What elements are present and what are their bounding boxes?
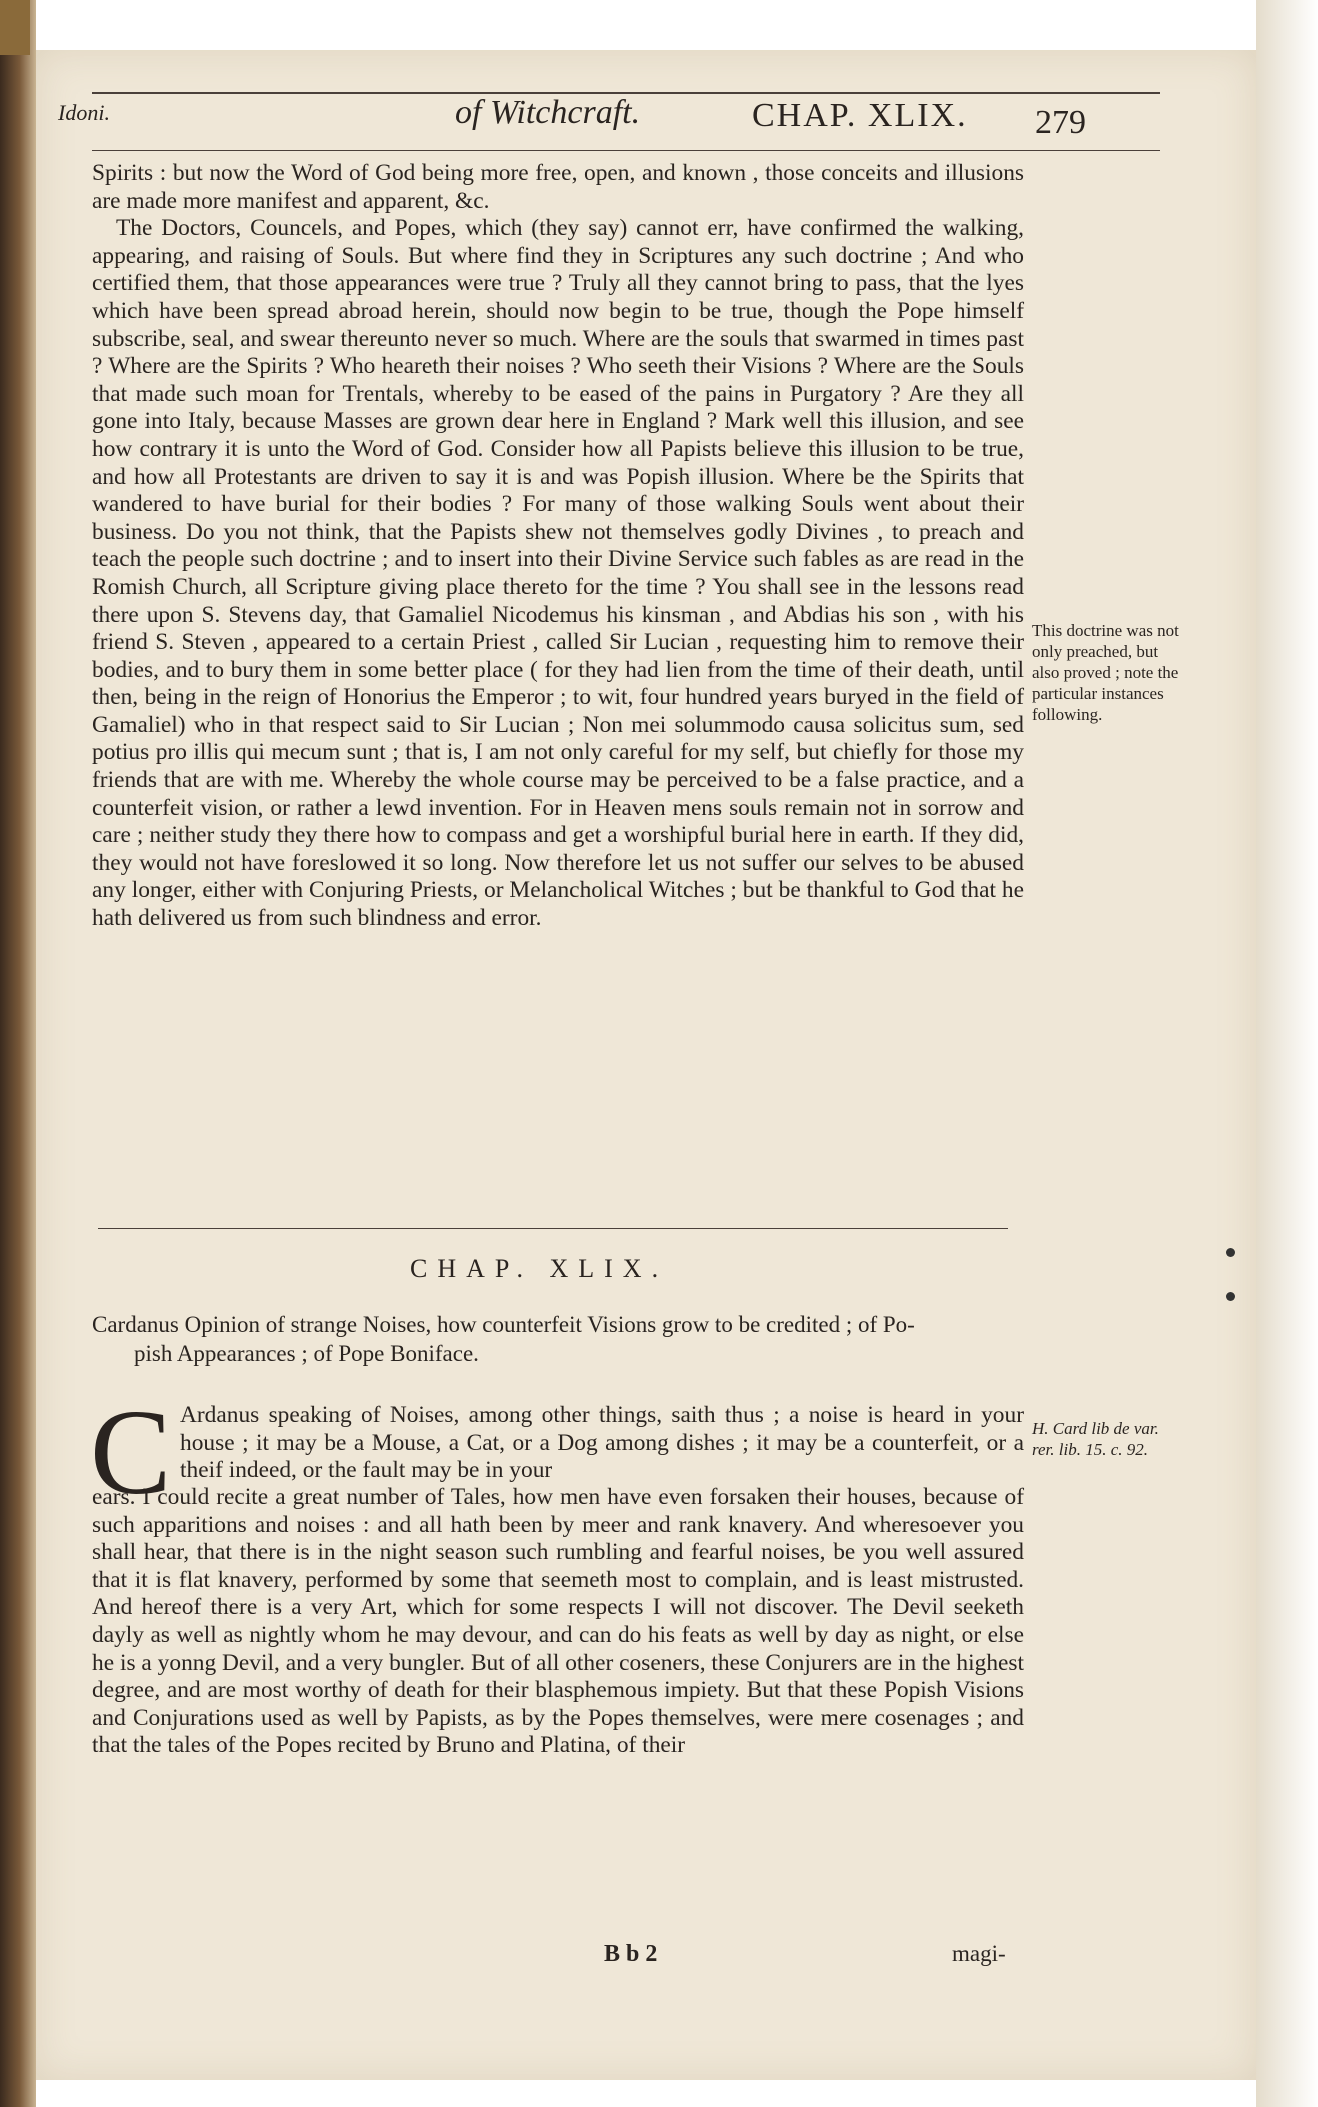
page-number: 279 (1035, 104, 1086, 141)
chapter-summary (92, 1310, 1032, 1368)
paragraph-1: Spirits : but now the Word of God being more free, open, and known , those conceits and illusions are made more manifest and apparent, &c. (92, 160, 1024, 214)
summary-line-1: Cardanus Opinion of strange Noises, how counterfeit Visions grow to be credited ; of Po- (92, 1312, 915, 1337)
header-rule-bottom (92, 150, 1160, 151)
main-text-section2: ears. I could recite a great number of Tales, how men have even forsaken their houses, because of such apparitions and noises : and all hath been by meer and rank knavery. And wheresoever you shall hear, that there is in the night season such rumbling and fearful noises, be you well assured that it is flat knavery, performed by some that seemeth most to complain, and is least mistrusted. And hereof there is a very Art, which for some respects I will not discover. The Devil seeketh dayly as well as nightly whom he may devour, and can do his feats as well by day as night, or else he is a yonng Devil, and a very bungler. But of all other coseners, these Conjurers are in the highest degree, and are most worthy of death for their blasphemous impiety. But that these Popish Visions and Conjurations used as well by Papists, as by the Popes themselves, were mere cosenages ; and that the tales of the Popes recited by Bruno and Platina, of their (92, 1484, 1024, 1759)
main-text-section1 (92, 160, 1024, 933)
speck-mark (1226, 1292, 1235, 1301)
drop-capital: C (90, 1385, 172, 1520)
text-beside-dropcap: Ardanus speaking of Noises, among other things, saith thus ; a noise is heard in your house ; it may be a Mouse, a Cat, or a Dog among dishes ; it may be a counterfeit, or a theif indeed, or the fault may be in your (180, 1402, 1024, 1484)
signature-mark: B b 2 (604, 1941, 658, 1967)
running-chapter: CHAP. XLIX. (752, 97, 968, 134)
marginal-note-1: This doctrine was not only preached, but also proved ; note the particular instances following. (1032, 621, 1179, 724)
book-spine (0, 0, 36, 2107)
section-divider (98, 1228, 1008, 1229)
spine-cap (0, 0, 30, 55)
catchword: magi- (952, 1941, 1006, 1966)
chapter-heading: CHAP. XLIX. (410, 1254, 669, 1283)
paragraph-2: The Doctors, Councels, and Popes, which (they say) cannot err, have confirmed the walking, appearing, and raising of Souls. But where find they in Scriptures any such doctrine ; And who certified them, that those appearances were true ? Truly all they cannot bring to pass, that the lyes which have been spread abroad herein, should now begin to be true, though the Pope himself subscribe, seal, and swear thereunto never so much. Where are the souls that swarmed in times past ? Where are the Spirits ? Who heareth their noises ? Who seeth their Visions ? Where are the Souls that made such moan for Trentals, whereby to be eased of the pains in Purgatory ? Are they all gone into Italy, because Masses are grown dear here in England ? Mark well this illusion, and see how contrary it is unto the Word of God. Consider how all Papists believe this illusion to be true, and how all Protestants are driven to say it is and was Popish illusion. Where be the Spirits that wandered to have burial for their bodies ? For many of those walking Souls went about their business. Do you not think, that the Papists shew not themselves godly Divines , to preach and teach the people such doctrine ; and to insert into their Divine Service such fables as are read in the Romish Church, all Scripture giving place thereto for the time ? You shall see in the lessons read there upon S. Stevens day, that Gamaliel Nicodemus his kinsman , and Abdias his son , with his friend S. Steven , appeared to a certain Priest , called Sir Lucian , requesting him to remove their bodies, and to bury them in some better place ( for they had lien from the time of their death, until then, being in the reign of Honorius the Emperor ; to wit, four hundred years buryed in the field of Gamaliel) who in that respect said to Sir Lucian ; Non mei solummodo causa solicitus sum, sed potius pro illis qui mecum sunt ; that is, I am not only careful for my self, but chiefly for those my friends that are with me. Whereby the whole course may be perceived to be a false practice, and a counterfeit vision, or rather a lewd invention. For in Heaven mens souls remain not in sorrow and care ; neither study they there how to compass and get a worshipful burial here in earth. If they did, they would not have foreslowed it so long. Now therefore let us not suffer our selves to be abused any longer, either with Conjuring Priests, or Melancholical Witches ; but be thankful to God that he hath delivered us from such blindness and error. (92, 215, 1024, 932)
running-head-left: Idoni. (58, 100, 110, 125)
summary-line-2: pish Appearances ; of Pope Boniface. (134, 1341, 479, 1366)
speck-mark (1226, 1248, 1235, 1257)
page-edge (1256, 0, 1318, 2107)
running-title: of Witchcraft. (455, 94, 641, 131)
marginal-note-2: H. Card lib de var. rer. lib. 15. c. 92. (1032, 1419, 1159, 1459)
